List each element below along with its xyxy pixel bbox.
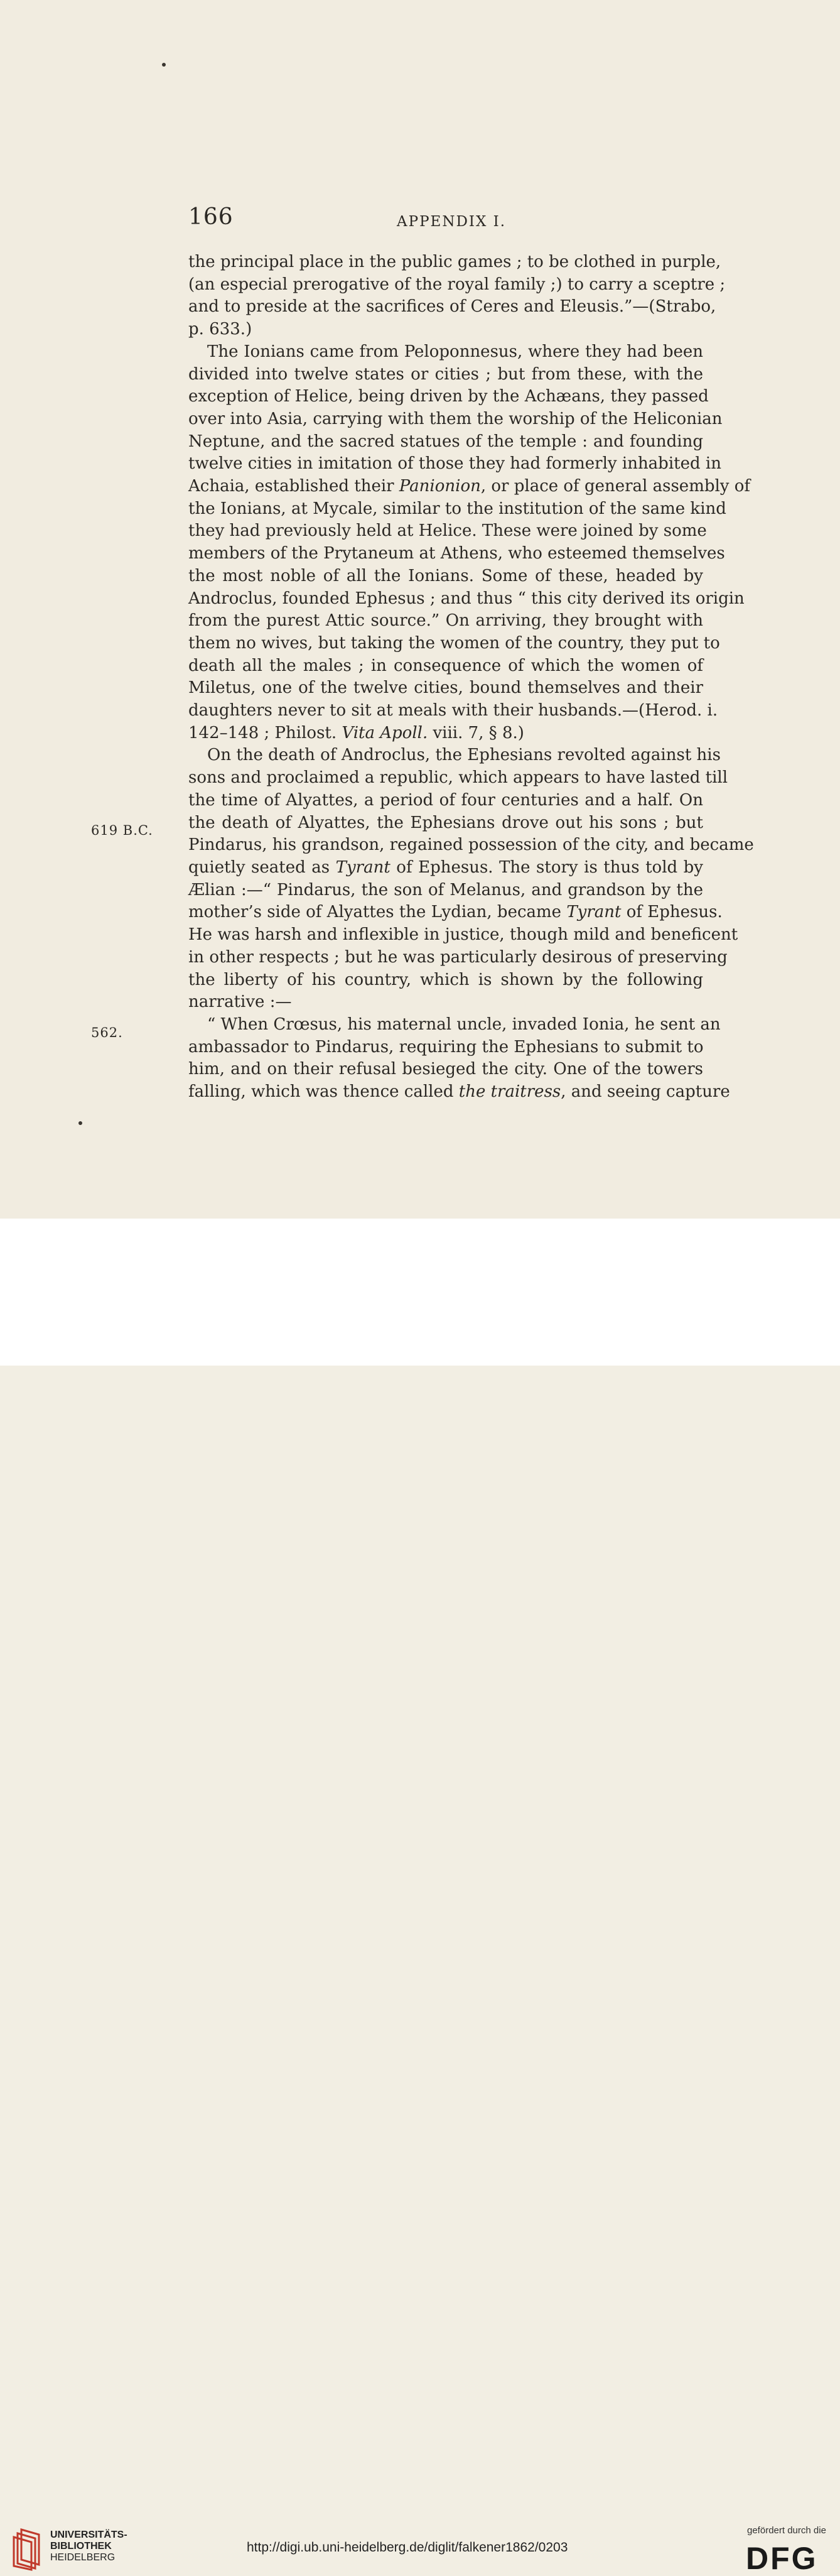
text-line: the death of Alyattes, the Ephesians drove out his sons ; but bbox=[188, 813, 703, 832]
text-line: the liberty of his country, which is shown by the following bbox=[188, 970, 703, 989]
text-line: Neptune, and the sacred statues of the temple : and founding bbox=[188, 432, 703, 451]
text-line: the Ionians, at Mycale, similar to the institution of the same kind bbox=[188, 499, 726, 518]
text-line: He was harsh and inflexible in justice, though mild and beneficent bbox=[188, 925, 738, 945]
page-number: 166 bbox=[188, 204, 234, 230]
sponsor-label: gefördert durch die bbox=[747, 2525, 826, 2536]
text-line: the principal place in the public games ; to be clothed in purple, bbox=[188, 253, 721, 271]
text-line: “ When Crœsus, his maternal uncle, invaded Ionia, he sent an bbox=[207, 1014, 721, 1034]
text-line: exception of Helice, being driven by the Achæans, they passed bbox=[188, 387, 709, 406]
text-line: in other respects ; but he was particularly desirous of preserving bbox=[188, 947, 728, 967]
margin-note-section: 562. bbox=[91, 1025, 123, 1040]
text-line: Ælian :—“ Pindarus, the son of Melanus, and grandson by the bbox=[188, 880, 703, 899]
running-title: APPENDIX I. bbox=[397, 214, 507, 230]
text-line: Achaia, established their Panionion, or place of general assembly of bbox=[188, 477, 751, 496]
dfg-logo: DFG bbox=[746, 2541, 818, 2576]
scanned-page bbox=[0, 0, 840, 1219]
text-line: Miletus, one of the twelve cities, bound themselves and their bbox=[188, 678, 703, 698]
text-line: The Ionians came from Peloponnesus, where they had been bbox=[207, 342, 703, 361]
text-line: they had previously held at Helice. These were joined by some bbox=[188, 521, 707, 541]
text-line: falling, which was thence called the traitress, and seeing capture bbox=[188, 1082, 730, 1102]
margin-note-date: 619 B.C. bbox=[91, 823, 153, 838]
text-line: and to preside at the sacrifices of Ceres and Eleusis.”—(Strabo, bbox=[188, 297, 716, 317]
text-line: divided into twelve states or cities ; but from these, with the bbox=[188, 364, 703, 384]
text-line: quietly seated as Tyrant of Ephesus. The story is thus told by bbox=[188, 857, 703, 877]
text-line: Pindarus, his grandson, regained possession of the city, and became bbox=[188, 835, 754, 855]
scan-speck bbox=[78, 1121, 82, 1125]
text-line: the time of Alyattes, a period of four centuries and a half. On bbox=[188, 790, 703, 810]
body-text bbox=[188, 251, 754, 1104]
scan-speck bbox=[162, 63, 166, 67]
text-line: members of the Prytaneum at Athens, who esteemed themselves bbox=[188, 544, 725, 563]
text-line: Androclus, founded Ephesus ; and thus “ this city derived its origin bbox=[188, 589, 745, 608]
text-line: daughters never to sit at meals with their husbands.—(Herod. i. bbox=[188, 701, 718, 720]
text-line: narrative :— bbox=[188, 992, 292, 1012]
text-line: mother’s side of Alyattes the Lydian, became Tyrant of Ephesus. bbox=[188, 903, 723, 922]
text-line: ambassador to Pindarus, requiring the Ephesians to submit to bbox=[188, 1037, 704, 1057]
text-line: him, and on their refusal besieged the city. One of the towers bbox=[188, 1060, 703, 1079]
text-line: the most noble of all the Ionians. Some of these, headed by bbox=[188, 566, 703, 585]
text-line: twelve cities in imitation of those they had formerly inhabited in bbox=[188, 454, 721, 474]
university-library-logo-icon bbox=[9, 2527, 44, 2571]
text-line: p. 633.) bbox=[188, 320, 252, 339]
text-line: death all the males ; in consequence of which the women of bbox=[188, 656, 703, 675]
text-line: (an especial prerogative of the royal family ;) to carry a sceptre ; bbox=[188, 274, 726, 294]
text-line: them no wives, but taking the women of the country, they put to bbox=[188, 633, 720, 653]
digitization-footer bbox=[0, 1219, 840, 2576]
text-line: sons and proclaimed a republic, which appears to have lasted till bbox=[188, 768, 728, 788]
text-line: from the purest Attic source.” On arriving, they brought with bbox=[188, 611, 703, 631]
text-line: On the death of Androclus, the Ephesians revolted against his bbox=[207, 746, 721, 765]
text-line: over into Asia, carrying with them the worship of the Heliconian bbox=[188, 409, 723, 428]
library-name: UNIVERSITÄTS- BIBLIOTHEK HEIDELBERG bbox=[50, 2530, 127, 2563]
text-line: 142–148 ; Philost. Vita Apoll. viii. 7, § 8.) bbox=[188, 723, 524, 742]
source-url-link[interactable]: http://digi.ub.uni-heidelberg.de/diglit/falkener1862/0203 bbox=[247, 2540, 568, 2555]
